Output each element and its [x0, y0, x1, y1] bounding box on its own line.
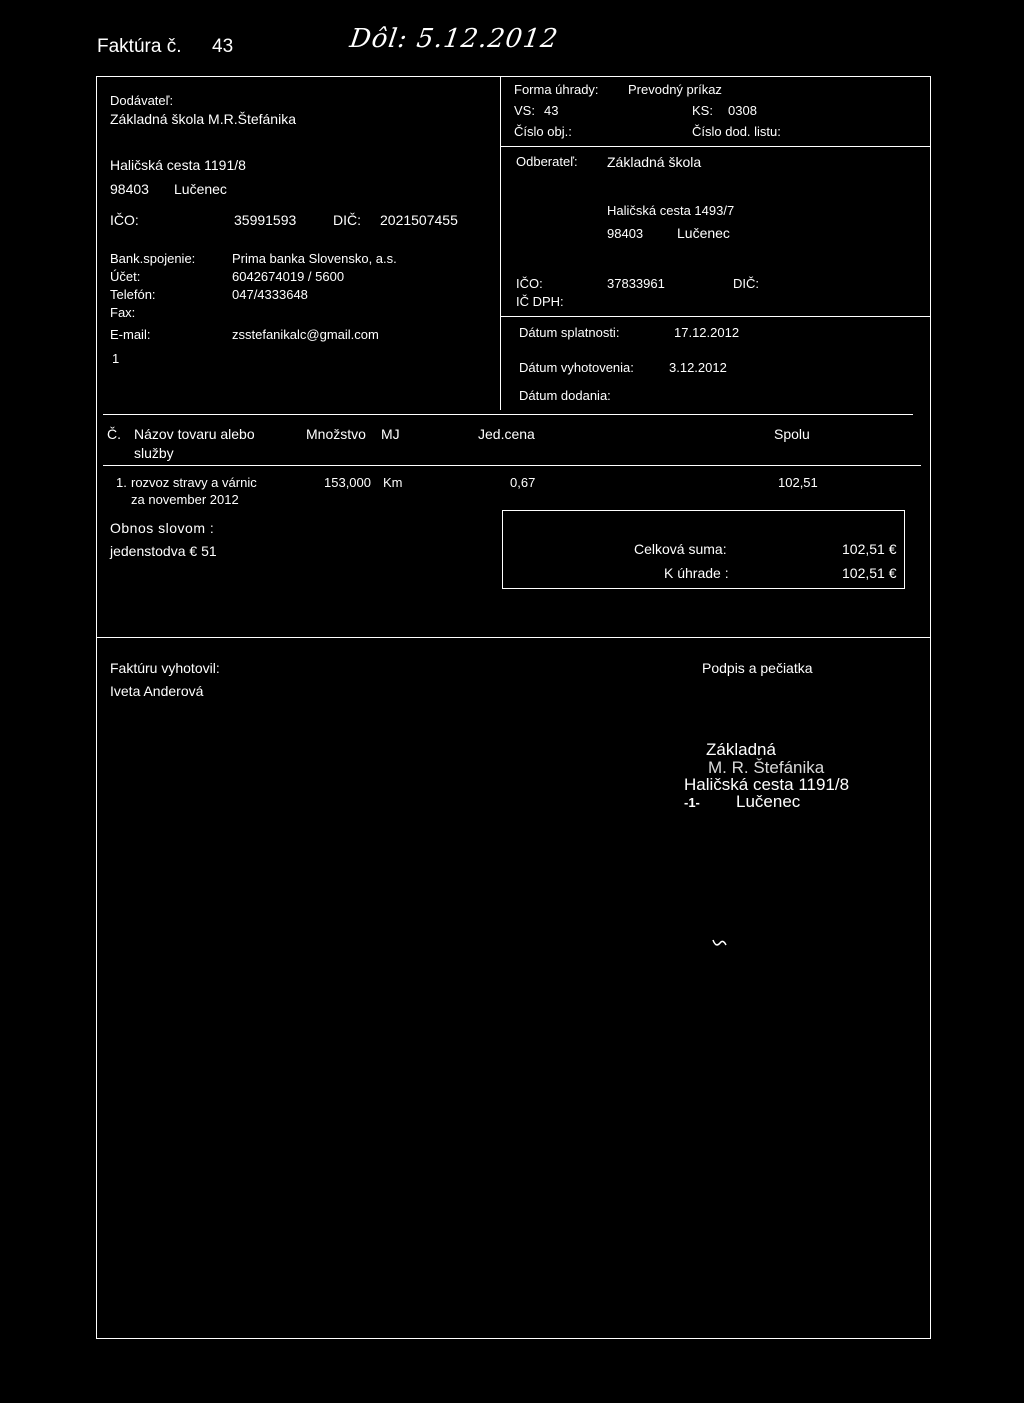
handwritten-note: Dôl: 5.12.2012	[347, 24, 561, 54]
bank-name: Prima banka Slovensko, a.s.	[232, 251, 397, 266]
invoice-number: 43	[212, 36, 234, 57]
row-no: 1.	[116, 475, 127, 490]
column-divider	[500, 76, 501, 410]
supplier-dic-label: DIČ:	[333, 212, 361, 228]
amount-due-label: K úhrade :	[664, 565, 729, 581]
due-date-label: Dátum splatnosti:	[519, 325, 620, 340]
customer-icdph-label: IČ DPH:	[516, 294, 564, 309]
customer-divider	[500, 316, 931, 317]
customer-city: Lučenec	[677, 225, 730, 241]
row-unit-price: 0,67	[510, 475, 536, 490]
amount-words-label: Obnos slovom :	[110, 520, 215, 536]
stamp-line-1: Základná	[706, 740, 776, 759]
table-header-line	[103, 465, 921, 466]
supplier-ico: 35991593	[234, 212, 297, 228]
ks-label: KS:	[692, 103, 713, 118]
issue-date-label: Dátum vyhotovenia:	[519, 360, 634, 375]
customer-zip: 98403	[607, 226, 644, 241]
supplier-zip: 98403	[110, 181, 149, 197]
payment-method: Prevodný príkaz	[628, 82, 722, 97]
customer-dic-label: DIČ:	[733, 276, 759, 291]
customer-label: Odberateľ:	[516, 154, 578, 169]
order-number-label: Číslo obj.:	[514, 124, 572, 139]
footer-left-border	[96, 637, 97, 1339]
signature-mark	[712, 937, 728, 949]
vs-value: 43	[544, 103, 559, 118]
supplier-name: Základná škola M.R.Štefánika	[110, 111, 296, 127]
vs-label: VS:	[514, 103, 535, 118]
email-label: E-mail:	[110, 327, 151, 342]
stamp-line-2: M. R. Štefánika	[708, 758, 825, 777]
supplier-dic: 2021507455	[380, 212, 458, 228]
col-header-unit-price: Jed.cena	[478, 426, 535, 442]
fax-label: Fax:	[110, 305, 136, 320]
payment-method-label: Forma úhrady:	[514, 82, 599, 97]
signature-label: Podpis a pečiatka	[702, 660, 813, 676]
stamp-line-3: Haličská cesta 1191/8	[684, 775, 850, 794]
supplier-street: Haličská cesta 1191/8	[110, 157, 246, 173]
issue-date: 3.12.2012	[669, 360, 727, 375]
col-header-unit: MJ	[381, 426, 400, 442]
supplier-extra: 1	[112, 351, 120, 366]
invoice-title: Faktúra č.	[97, 36, 182, 57]
stamp-line-4-num: -1-	[684, 795, 700, 810]
account-number: 6042674019 / 5600	[232, 269, 345, 284]
row-total: 102,51	[778, 475, 818, 490]
row-qty: 153,000	[324, 475, 371, 490]
email-address: zsstefanikalc@gmail.com	[232, 327, 379, 342]
delivery-date-label: Dátum dodania:	[519, 388, 611, 403]
col-header-total: Spolu	[774, 426, 810, 442]
row-name: rozvoz stravy a várnic	[131, 475, 257, 490]
supplier-city: Lučenec	[174, 181, 227, 197]
customer-ico: 37833961	[607, 276, 665, 291]
account-label: Účet:	[110, 269, 141, 284]
col-header-name: Názov tovaru alebo	[134, 426, 255, 442]
supplier-ico-label: IČO:	[110, 212, 139, 228]
due-date: 17.12.2012	[674, 325, 740, 340]
customer-street: Haličská cesta 1493/7	[607, 203, 735, 218]
issued-by: Iveta Anderová	[110, 683, 204, 699]
customer-name: Základná škola	[607, 154, 702, 170]
payment-divider	[500, 146, 931, 147]
ks-value: 0308	[728, 103, 757, 118]
footer-bottom-border	[96, 1338, 931, 1339]
table-top-line	[103, 414, 913, 415]
delivery-note-label: Číslo dod. listu:	[692, 124, 781, 139]
row-name-2: za november 2012	[131, 492, 239, 507]
total-sum-label: Celková suma:	[634, 541, 727, 557]
col-header-name-2: služby	[134, 445, 174, 461]
issued-by-label: Faktúru vyhotovil:	[110, 660, 220, 676]
phone-label: Telefón:	[110, 287, 156, 302]
col-header-qty: Množstvo	[306, 426, 366, 442]
amount-due: 102,51 €	[842, 565, 897, 581]
total-sum: 102,51 €	[842, 541, 897, 557]
stamp-line-4-city: Lučenec	[736, 792, 801, 811]
customer-ico-label: IČO:	[516, 276, 543, 291]
footer-right-border	[930, 637, 931, 1339]
row-unit: Km	[383, 475, 403, 490]
amount-words: jedenstodva € 51	[110, 543, 217, 559]
bank-label: Bank.spojenie:	[110, 251, 196, 266]
phone-number: 047/4333648	[232, 287, 308, 302]
supplier-label: Dodávateľ:	[110, 93, 174, 108]
col-header-no: Č.	[107, 426, 121, 442]
